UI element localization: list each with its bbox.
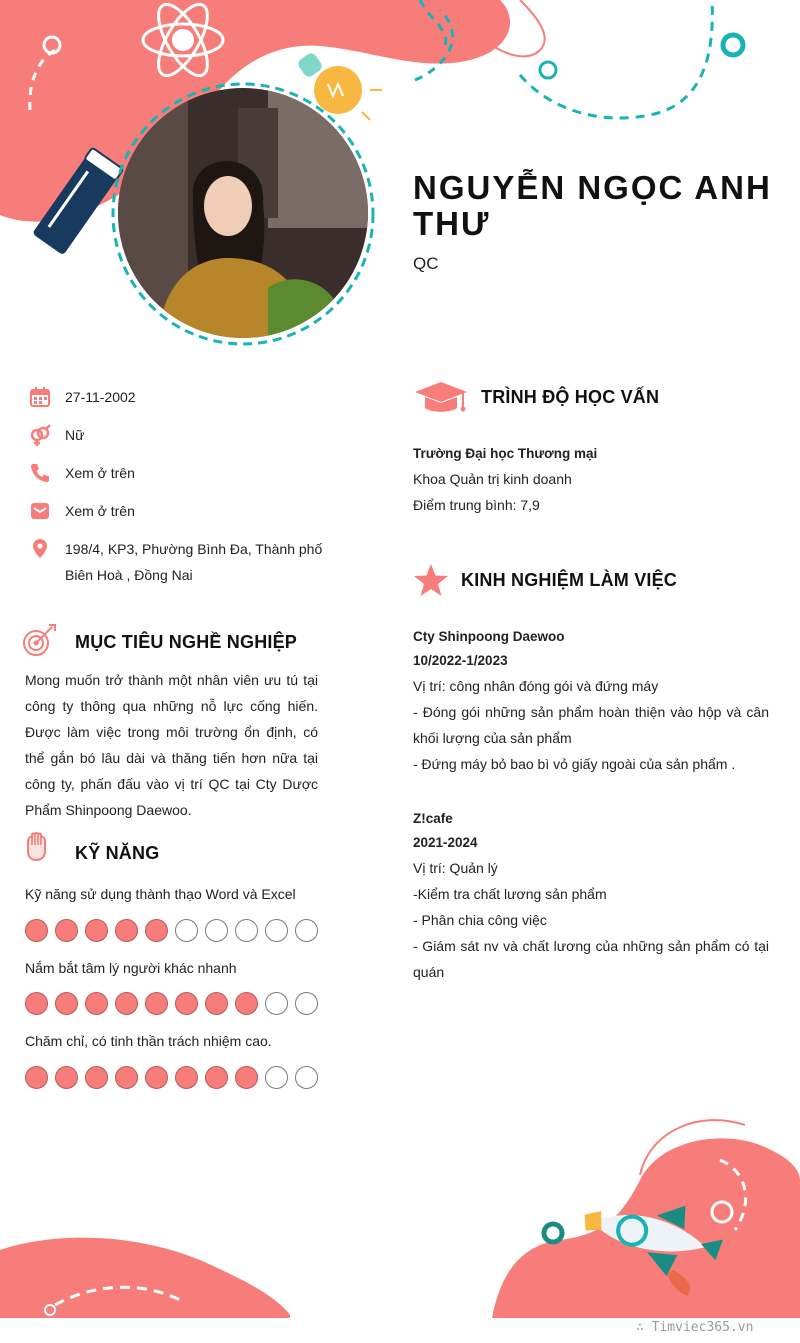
email-value: Xem ở trên	[65, 503, 135, 519]
rating-dot-empty	[235, 919, 258, 942]
job-duty: - Giám sát nv và chất lương của những sản phẩm có tại quán	[413, 938, 769, 980]
skill-rating	[25, 992, 318, 1015]
gpa: Điểm trung bình: 7,9	[413, 497, 540, 513]
email-icon	[28, 499, 52, 523]
rating-dot-empty	[295, 1066, 318, 1089]
rating-dot-filled	[175, 992, 198, 1015]
rating-dot-filled	[55, 992, 78, 1015]
skill-name: Chăm chỉ, có tinh thần trách nhiệm cao.	[25, 1033, 272, 1049]
target-icon	[22, 623, 58, 657]
graduation-cap-icon	[413, 378, 469, 418]
gender-icon	[28, 423, 52, 447]
rating-dot-filled	[145, 919, 168, 942]
rating-dot-filled	[205, 992, 228, 1015]
rating-dot-filled	[115, 1066, 138, 1089]
rating-dot-empty	[295, 992, 318, 1015]
birthdate-row	[28, 384, 328, 410]
rating-dot-filled	[25, 992, 48, 1015]
rating-dot-filled	[115, 919, 138, 942]
rating-dot-filled	[205, 1066, 228, 1089]
gender-value: Nữ	[65, 427, 85, 443]
phone-icon	[28, 461, 52, 485]
footer-decoration	[0, 1100, 800, 1343]
rating-dot-filled	[145, 1066, 168, 1089]
job-period: 2021-2024	[413, 835, 478, 850]
calendar-icon	[28, 385, 52, 409]
skill-rating	[25, 919, 318, 942]
job-duty: -Kiểm tra chất lương sản phẩm	[413, 886, 607, 902]
rating-dot-filled	[55, 1066, 78, 1089]
education-title: TRÌNH ĐỘ HỌC VẤN	[481, 387, 660, 407]
job-period: 10/2022-1/2023	[413, 653, 508, 668]
skill-rating	[25, 1066, 318, 1089]
rating-dot-filled	[175, 1066, 198, 1089]
objective-title: MỤC TIÊU NGHỀ NGHIỆP	[75, 632, 298, 652]
rating-dot-empty	[265, 992, 288, 1015]
rating-dot-empty	[265, 919, 288, 942]
gender-row	[28, 422, 328, 448]
rating-dot-empty	[265, 1066, 288, 1089]
rating-dot-filled	[55, 919, 78, 942]
birthdate-value: 27-11-2002	[65, 389, 136, 405]
skill-name: Nắm bắt tâm lý người khác nhanh	[25, 960, 237, 976]
rating-dot-filled	[85, 992, 108, 1015]
job-position: Vị trí: Quản lý	[413, 860, 498, 876]
company-name: Z!cafe	[413, 811, 453, 826]
experience-title: KINH NGHIỆM LÀM VIỆC	[461, 570, 678, 590]
fist-icon	[24, 832, 48, 864]
rating-dot-filled	[115, 992, 138, 1015]
job-duty: - Phân chia công việc	[413, 912, 547, 928]
rating-dot-filled	[235, 992, 258, 1015]
job-duty: - Đứng máy bỏ bao bì vỏ giấy ngoài của sản phẩm .	[413, 756, 736, 772]
skills-title: KỸ NĂNG	[75, 843, 160, 863]
phone-row	[28, 460, 328, 486]
email-row	[28, 498, 328, 524]
objective-text: Mong muốn trở thành một nhân viên ưu tú tại công ty thông qua những nỗ lực cống hiến. Được làm việc trong môi trường ổn định, có thể gắn bó lâu dài và thăng tiến hơn nữa tại công ty, phấn đấu vào vị trí QC tại Cty Dược Phẩm Shinpoong Daewoo.	[25, 672, 318, 818]
address-value: 198/4, KP3, Phường Bình Đa, Thành phố Biên Hoà , Đồng Nai	[65, 541, 323, 583]
company-name: Cty Shinpoong Daewoo	[413, 629, 565, 644]
avatar	[118, 88, 368, 338]
star-icon	[413, 563, 449, 597]
address-row	[28, 536, 328, 588]
rating-dot-empty	[175, 919, 198, 942]
rating-dot-filled	[85, 919, 108, 942]
job-duty: - Đóng gói những sản phẩm hoàn thiện vào hộp và cân khối lượng của sản phẩm	[413, 704, 769, 746]
watermark: ∴ Timviec365.vn	[636, 1320, 754, 1335]
job-title: QC	[413, 254, 439, 273]
school-name: Trường Đại học Thương mại	[413, 446, 598, 461]
faculty: Khoa Quản trị kinh doanh	[413, 471, 572, 487]
rating-dot-filled	[145, 992, 168, 1015]
rating-dot-filled	[25, 1066, 48, 1089]
rating-dot-filled	[235, 1066, 258, 1089]
candidate-name: NGUYỄN NGỌC ANH THƯ	[413, 169, 772, 242]
job-position: Vị trí: công nhân đóng gói và đứng máy	[413, 678, 659, 694]
rating-dot-empty	[295, 919, 318, 942]
location-icon	[28, 537, 52, 561]
phone-value: Xem ở trên	[65, 465, 135, 481]
rating-dot-filled	[25, 919, 48, 942]
skill-name: Kỹ năng sử dụng thành thạo Word và Excel	[25, 886, 296, 902]
rating-dot-empty	[205, 919, 228, 942]
rating-dot-filled	[85, 1066, 108, 1089]
